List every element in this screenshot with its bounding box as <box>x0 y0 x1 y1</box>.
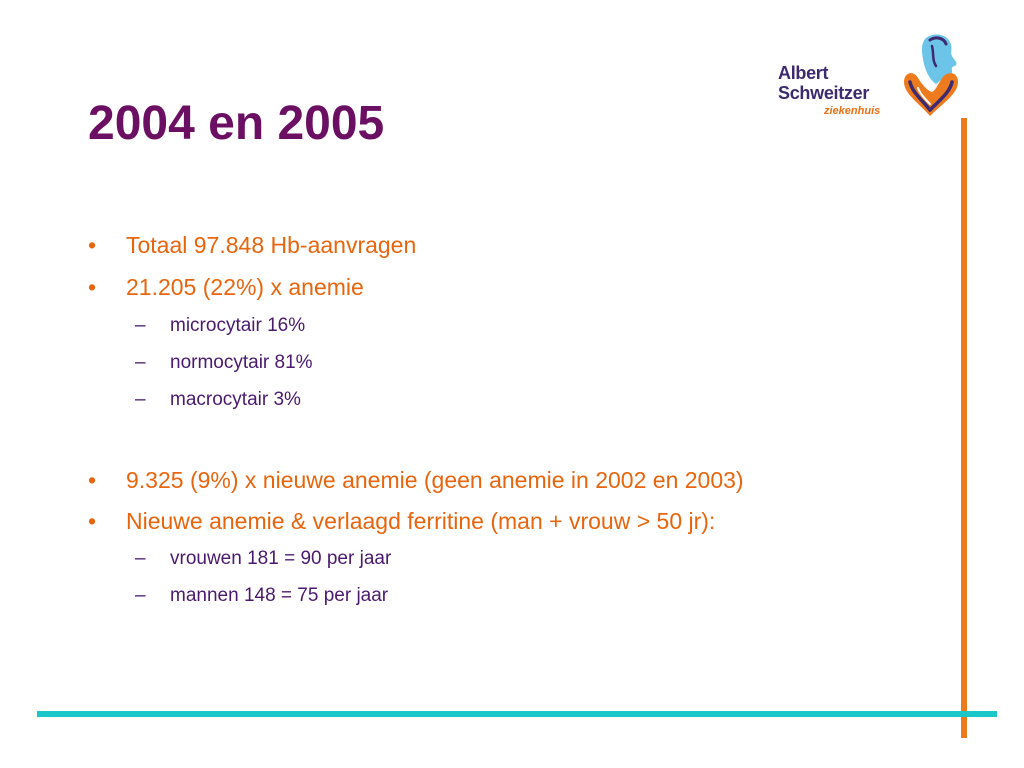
sub-bullet-item <box>135 586 388 605</box>
sub-bullet-item <box>135 353 313 372</box>
sub-bullet-item <box>135 316 305 335</box>
dash-icon: – <box>135 389 146 410</box>
bullet-item <box>88 469 744 492</box>
bullet-text: 21.205 (22%) x anemie <box>126 274 364 300</box>
logo-text-line3: ziekenhuis <box>824 105 881 117</box>
dash-icon: – <box>135 548 146 569</box>
slide-title: 2004 en 2005 <box>88 97 385 150</box>
bullet-item <box>88 234 416 257</box>
sub-bullet-item <box>135 390 301 409</box>
sub-bullet-text: microcytair 16% <box>170 315 306 336</box>
hospital-logo <box>776 30 976 130</box>
logo-face-heart-icon <box>896 30 966 125</box>
sub-bullet-text: macrocytair 3% <box>170 389 301 410</box>
dash-icon: – <box>135 352 146 373</box>
logo-text-line2: Schweitzer <box>778 83 870 103</box>
sub-bullet-text: mannen 148 = 75 per jaar <box>170 585 389 606</box>
vertical-rule <box>961 118 967 738</box>
logo-text-line1: Albert <box>778 63 829 83</box>
bullet-dot-icon: • <box>88 274 97 300</box>
horizontal-rule <box>37 711 997 717</box>
bullet-dot-icon: • <box>88 232 97 258</box>
dash-icon: – <box>135 585 146 606</box>
dash-icon: – <box>135 315 146 336</box>
sub-bullet-text: normocytair 81% <box>170 352 313 373</box>
bullet-dot-icon: • <box>88 467 97 493</box>
sub-bullet-item <box>135 549 391 568</box>
bullet-item <box>88 276 364 299</box>
bullet-item <box>88 510 715 533</box>
sub-bullet-text: vrouwen 181 = 90 per jaar <box>170 548 392 569</box>
bullet-dot-icon: • <box>88 508 97 534</box>
bullet-text: Totaal 97.848 Hb-aanvragen <box>126 232 417 258</box>
bullet-text: Nieuwe anemie & verlaagd ferritine (man + vrouw > 50 jr): <box>126 508 716 534</box>
bullet-text: 9.325 (9%) x nieuwe anemie (geen anemie in 2002 en 2003) <box>126 467 744 493</box>
